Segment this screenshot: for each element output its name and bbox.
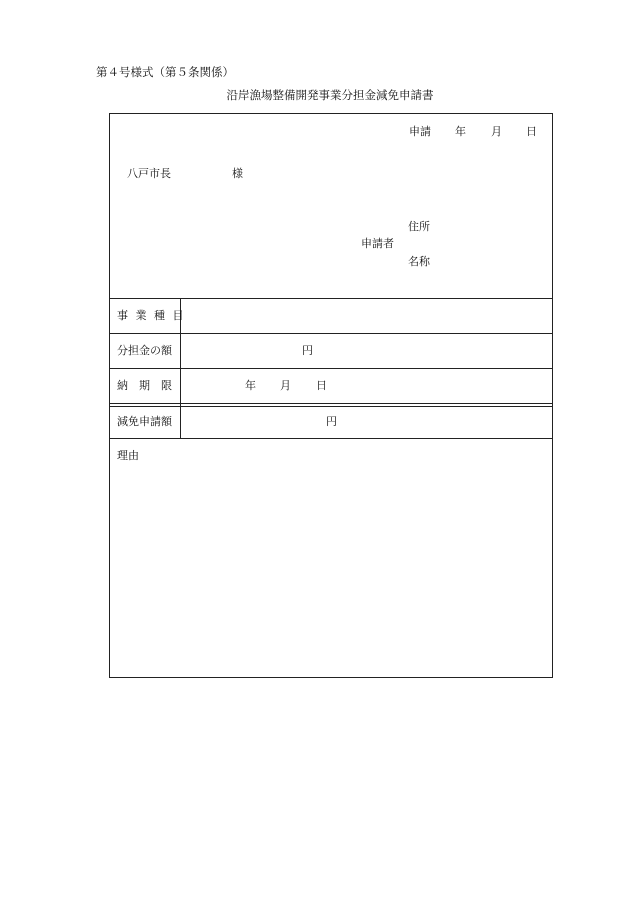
deadline-year-label: 年 — [245, 379, 256, 392]
addressee-mayor: 八戸市長 — [127, 167, 171, 180]
apply-month-label: 月 — [491, 125, 502, 138]
application-form — [109, 113, 553, 678]
payment-deadline-label: 納 期 限 — [117, 379, 172, 392]
form-number: 第４号様式（第５条関係） — [96, 65, 234, 79]
business-category-label: 事 業 種 目 — [117, 309, 186, 322]
row-divider — [110, 368, 552, 369]
apply-date-label: 申請 — [409, 125, 431, 138]
double-row-divider-top — [110, 403, 552, 404]
double-row-divider-bottom — [110, 406, 552, 407]
apply-day-label: 日 — [526, 125, 537, 138]
form-title: 沿岸漁場整備開発事業分担金減免申請書 — [226, 88, 434, 102]
reduction-amount-unit: 円 — [326, 415, 337, 428]
applicant-name-label: 名称 — [408, 255, 430, 268]
contribution-amount-unit: 円 — [302, 344, 313, 357]
applicant-address-label: 住所 — [408, 220, 430, 233]
contribution-amount-label: 分担金の額 — [117, 344, 172, 357]
applicant-label: 申請者 — [361, 237, 394, 250]
deadline-month-label: 月 — [280, 379, 291, 392]
reduction-amount-label: 減免申請額 — [117, 415, 172, 428]
addressee-honorific: 様 — [232, 167, 243, 180]
reason-label: 理由 — [117, 449, 139, 462]
row-divider — [110, 438, 552, 439]
row-divider — [110, 333, 552, 334]
row-divider — [110, 298, 552, 299]
apply-year-label: 年 — [455, 125, 466, 138]
deadline-day-label: 日 — [316, 379, 327, 392]
